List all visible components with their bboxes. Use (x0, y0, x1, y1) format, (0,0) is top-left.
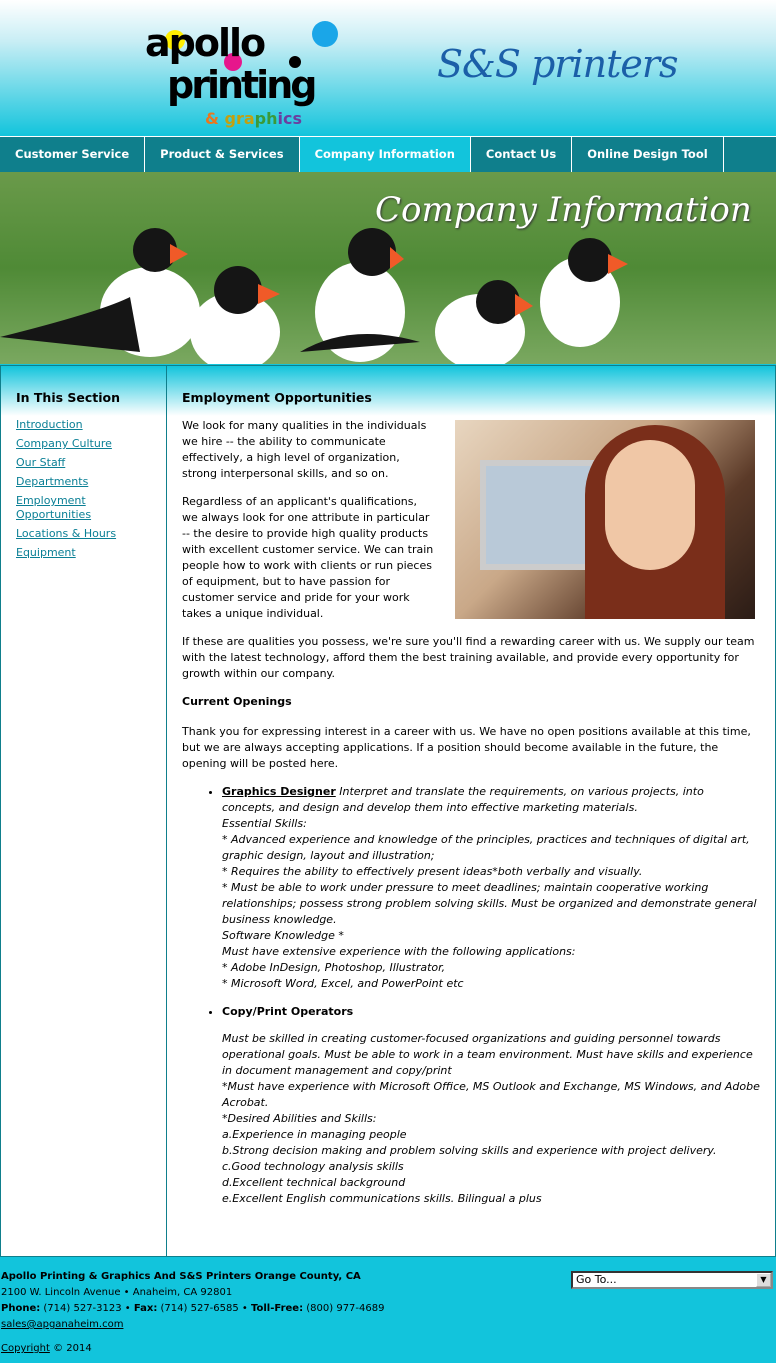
sidebar-item-company-culture[interactable]: Company Culture (16, 437, 112, 450)
job-line: b.Strong decision making and problem solving skills and experience with project delivery. (222, 1144, 717, 1157)
nav-product-services[interactable]: Product & Services (145, 137, 299, 172)
goto-select[interactable] (571, 1271, 773, 1289)
job-line: Essential Skills: (222, 817, 307, 830)
customer-service-photo (455, 420, 755, 619)
ss-printers-logo[interactable]: S&S printers (437, 42, 678, 86)
job-intro: Interpret and translate the requirements, on various projects, into concepts, and design and develop them into effective marketing materials. (222, 785, 704, 814)
chevron-down-icon[interactable]: ▼ (756, 1273, 771, 1287)
job-title-link[interactable]: Graphics Designer (222, 785, 336, 798)
intro-paragraph-3: If these are qualities you possess, we're sure you'll find a rewarding career with us. We supply our team with the latest technology, afford them the best training available, and provide every opportunity for growth within our company. (182, 635, 755, 680)
intro-paragraph-1: We look for many qualities in the individuals we hire -- the ability to communicate effectively, a high level of organization, strong interpersonal skills, and so on. (182, 419, 427, 480)
job-line: * Advanced experience and knowledge of the principles, practices and techniques of digital art, graphic design, layout and illustration; (222, 833, 750, 862)
main-content (167, 366, 775, 1256)
sidebar-heading: In This Section (16, 390, 121, 405)
footer-address: 2100 W. Lincoln Avenue • Anaheim, CA 92801 (1, 1287, 233, 1298)
svg-text:printing: printing (167, 63, 315, 107)
phone: (714) 527-3123 (43, 1303, 122, 1314)
job-line: * Microsoft Word, Excel, and PowerPoint etc (222, 977, 464, 990)
job-copy-print-operators (222, 1004, 760, 1207)
copyright-text: © 2014 (53, 1343, 92, 1354)
job-line: * Adobe InDesign, Photoshop, Illustrator, (222, 961, 446, 974)
banner-title: Company Information (375, 190, 752, 230)
site-header (0, 0, 776, 136)
job-line: * Must be able to work under pressure to meet deadlines; maintain cooperative working relationships; possess strong problem solving skills. Must be organized and demonstrate general business knowledge. (222, 881, 757, 926)
job-line: *Must have experience with Microsoft Office, MS Outlook and Exchange, MS Windows, and Adobe Acrobat. (222, 1080, 760, 1109)
intro-paragraph-2: Regardless of an applicant's qualifications, we always look for one attribute in particular -- the desire to provide high quality products with excellent customer service. We can train people how to work with clients or run pieces of equipment, but to have passion for customer service and pride for your work takes a unique individual. (182, 495, 434, 620)
job-line: Must be skilled in creating customer-focused organizations and guiding personnel towards operational goals. Must be able to work in a team environment. Must have skills and experience in document management and copy/print (222, 1032, 753, 1077)
nav-contact-us[interactable]: Contact Us (471, 137, 572, 172)
job-list (222, 784, 760, 1207)
footer-contact: Phone: (714) 527-3123 • Fax: (714) 527-6585 • Toll-Free: (800) 977-4689 (1, 1303, 385, 1314)
nav-customer-service[interactable]: Customer Service (0, 137, 145, 172)
sidebar-item-departments[interactable]: Departments (16, 475, 89, 488)
job-line: Software Knowledge * (222, 929, 344, 942)
main-nav (0, 136, 776, 172)
sidebar-item-locations-hours[interactable]: Locations & Hours (16, 527, 117, 540)
openings-paragraph: Thank you for expressing interest in a career with us. We have no open positions available at this time, but we are always accepting applications. If a position should become available in the future, the opening will be posted here. (182, 725, 751, 770)
footer-company: Apollo Printing & Graphics And S&S Printers Orange County, CA (1, 1271, 361, 1282)
email-link[interactable]: sales@apganaheim.com (1, 1319, 124, 1330)
phone-label: Phone: (1, 1303, 41, 1314)
fax: (714) 527-6585 (160, 1303, 239, 1314)
tollfree: (800) 977-4689 (306, 1303, 385, 1314)
section-sidebar (1, 366, 167, 1256)
job-line: * Requires the ability to effectively present ideas*both verbally and visually. (222, 865, 643, 878)
svg-text:& graphics: & graphics (205, 109, 303, 128)
svg-text:apollo: apollo (145, 21, 265, 65)
apollo-printing-logo[interactable] (145, 18, 360, 130)
page-title: Employment Opportunities (182, 390, 372, 405)
goto-value: Go To... (576, 1273, 617, 1286)
job-line: *Desired Abilities and Skills: (222, 1112, 377, 1125)
openings-heading: Current Openings (182, 695, 292, 708)
job-title: Copy/Print Operators (222, 1005, 354, 1018)
nav-online-design-tool[interactable]: Online Design Tool (572, 137, 723, 172)
banner-image (0, 172, 776, 364)
job-line: e.Excellent English communications skills. Bilingual a plus (222, 1192, 542, 1205)
site-footer (0, 1257, 776, 1357)
copyright-link[interactable]: Copyright (1, 1343, 50, 1354)
job-line: c.Good technology analysis skills (222, 1160, 404, 1173)
fax-label: Fax: (133, 1303, 158, 1314)
job-line: Must have extensive experience with the following applications: (222, 945, 576, 958)
job-line: a.Experience in managing people (222, 1128, 407, 1141)
tollfree-label: Toll-Free: (251, 1303, 304, 1314)
sidebar-item-equipment[interactable]: Equipment (16, 546, 76, 559)
content-area (0, 365, 776, 1257)
job-line: d.Excellent technical background (222, 1176, 406, 1189)
sidebar-item-introduction[interactable]: Introduction (16, 418, 83, 431)
sidebar-item-our-staff[interactable]: Our Staff (16, 456, 66, 469)
nav-company-information[interactable]: Company Information (300, 137, 471, 172)
sidebar-item-employment-opportunities[interactable]: Employment Opportunities (16, 494, 92, 521)
job-graphics-designer (222, 784, 760, 992)
